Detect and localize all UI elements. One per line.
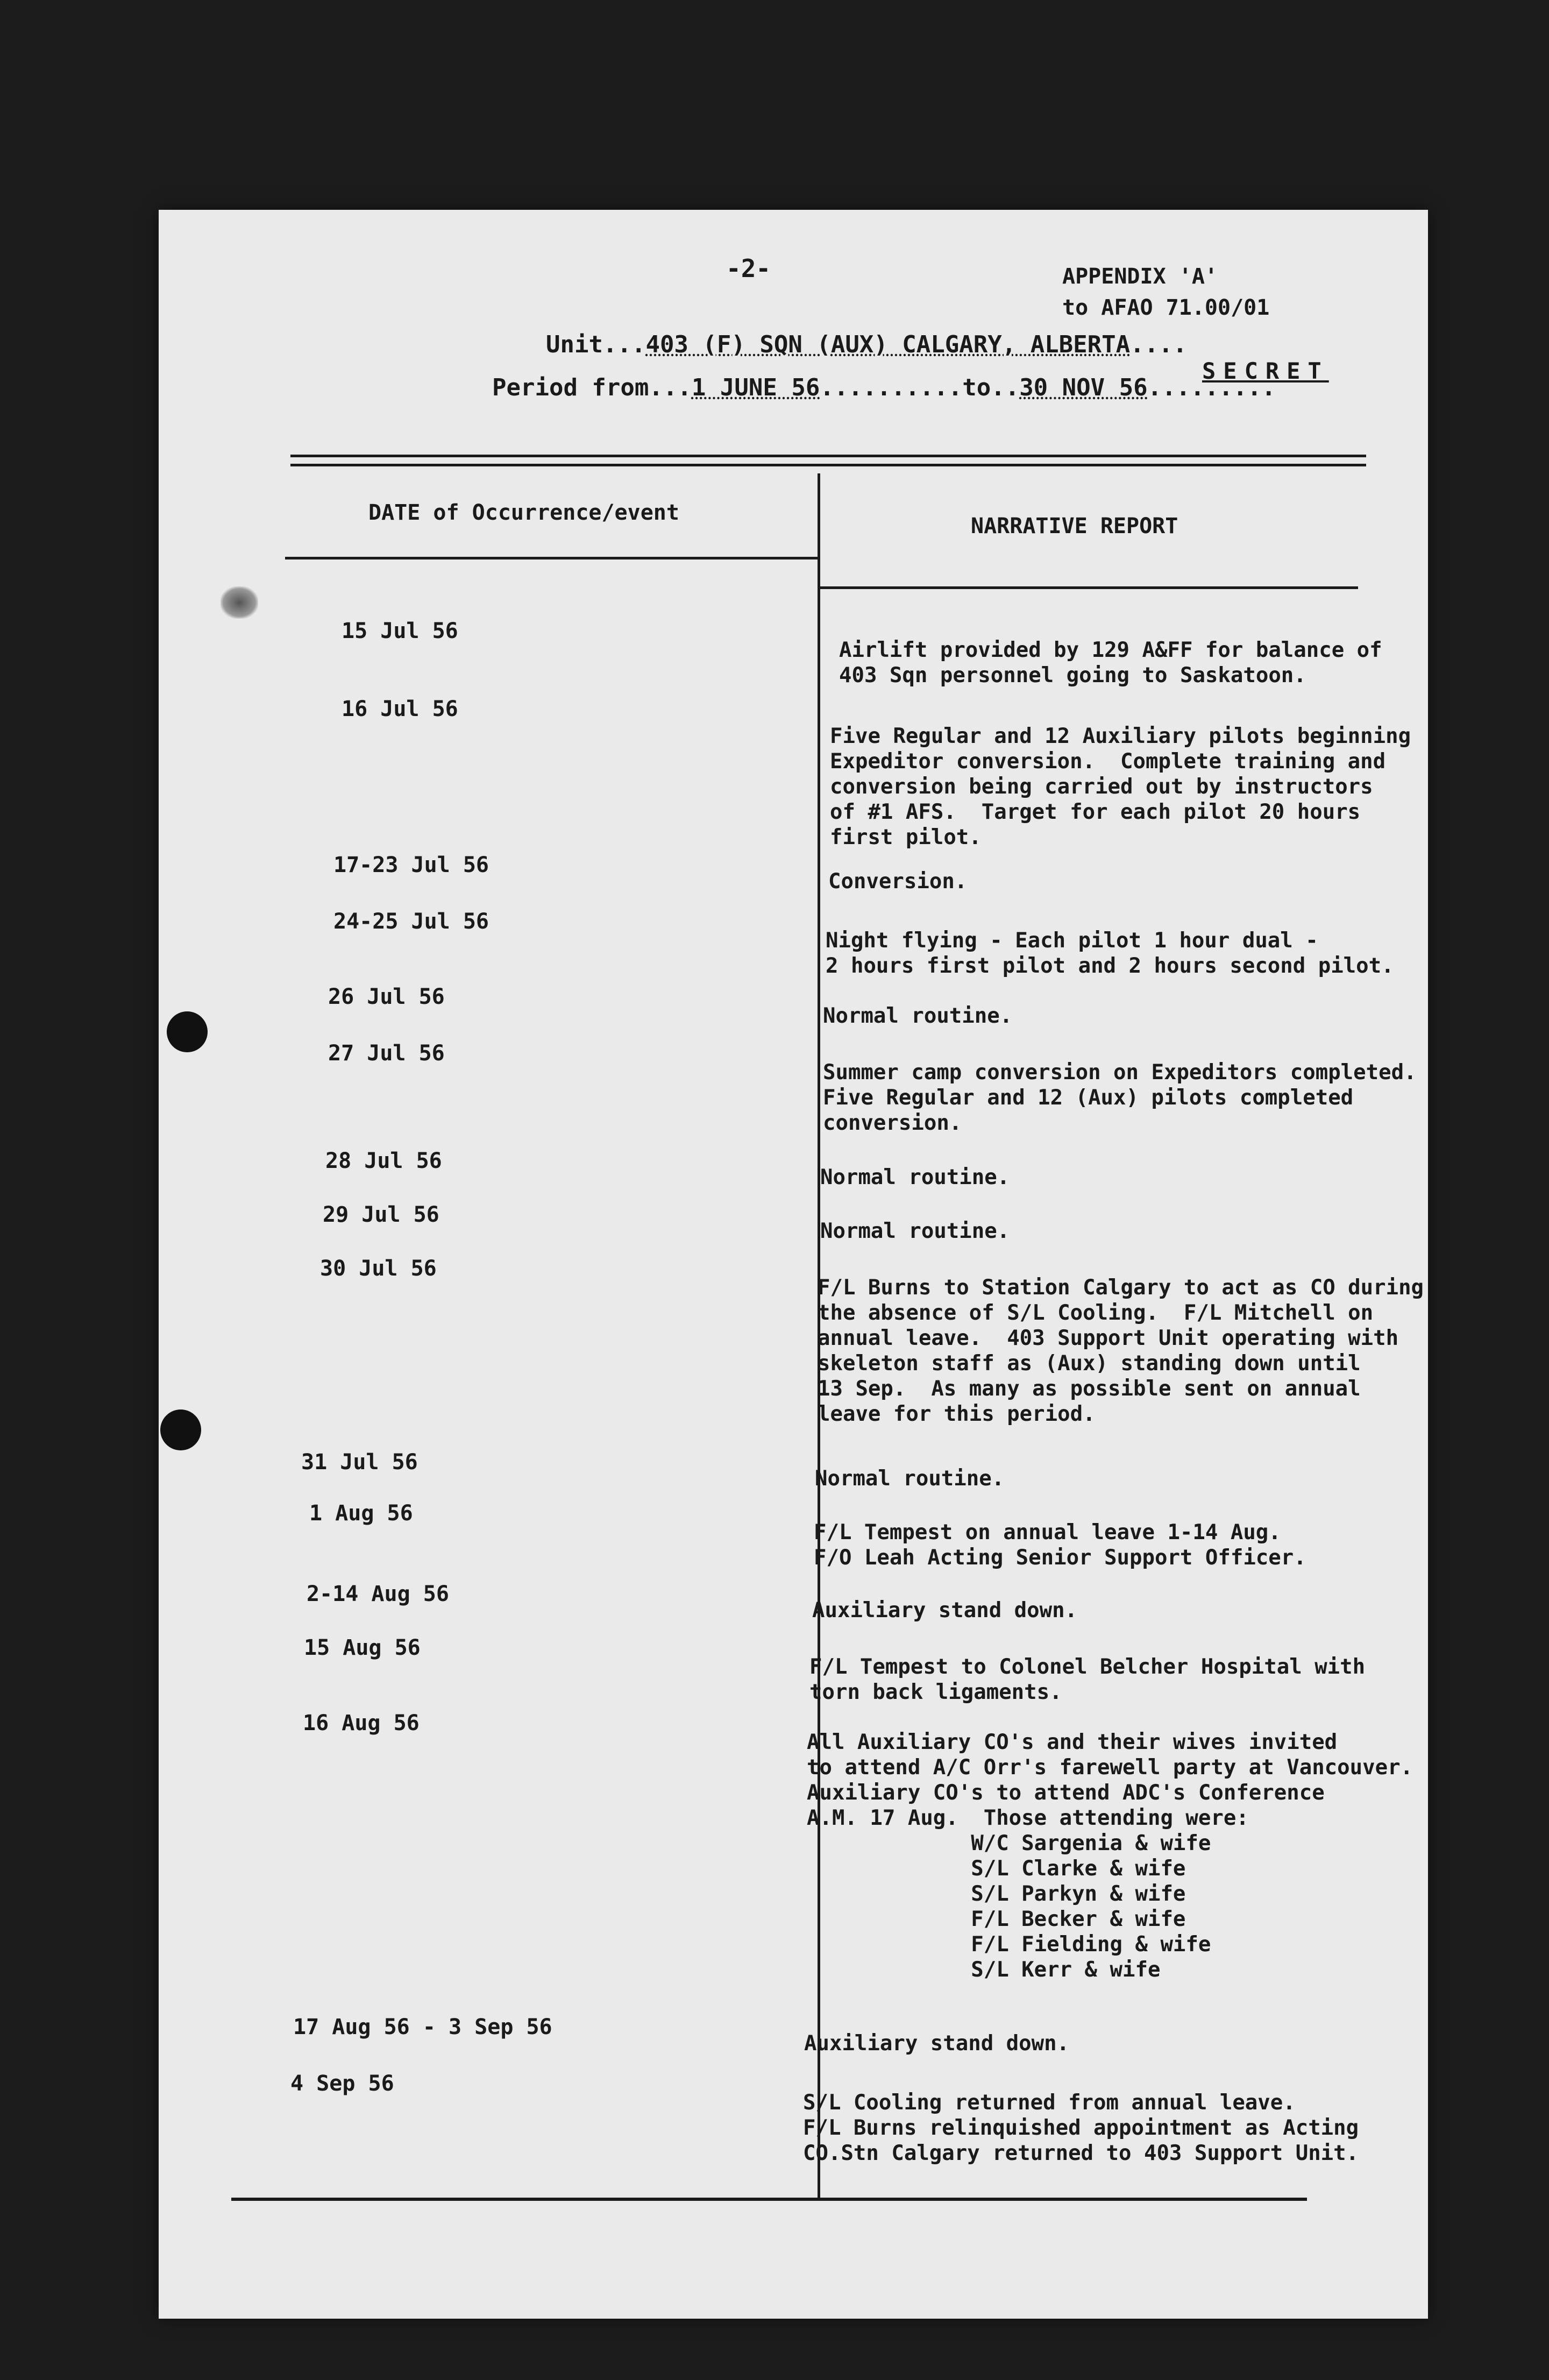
period-to-label: to (962, 374, 991, 401)
period-from-label: Period from (492, 374, 649, 401)
binder-hole-top (167, 1011, 208, 1052)
top-rule-2 (290, 464, 1366, 466)
entry-narrative: Five Regular and 12 Auxiliary pilots beginning Expeditor conversion. Complete training and conversion being carried out by instructors of #1 AFS. Target for each pilot 20 hours first pilot. (830, 724, 1411, 849)
narrative-column-header: NARRATIVE REPORT (971, 514, 1178, 539)
entry-narrative: Auxiliary stand down. (804, 2031, 1070, 2056)
entry-narrative: Conversion. (828, 869, 968, 894)
ink-smudge (221, 586, 258, 619)
entry-date: 24-25 Jul 56 (333, 909, 489, 934)
entry-narrative: F/L Tempest to Colonel Belcher Hospital with torn back ligaments. (809, 1655, 1366, 1704)
entry-narrative: S/L Cooling returned from annual leave. F/L Burns relinquished appointment as Acting CO.Stn Calgary returned to 403 Support Unit. (803, 2091, 1359, 2165)
entry-narrative: Night flying - Each pilot 1 hour dual - 2 hours first pilot and 2 hours second pilot. (826, 929, 1394, 978)
narrative-header-rule (820, 586, 1358, 589)
entry-date: 28 Jul 56 (325, 1149, 442, 1173)
period-line: Period from...1 JUNE 56..........to..30 NOV 56......... (492, 374, 1276, 401)
appendix-line-1: APPENDIX 'A' (1062, 264, 1218, 289)
entry-narrative: Normal routine. (820, 1165, 1010, 1189)
entry-date: 26 Jul 56 (328, 984, 445, 1009)
classification-stamp: SECRET (1202, 358, 1329, 384)
binder-hole-bottom (160, 1409, 201, 1450)
entry-date: 29 Jul 56 (323, 1202, 439, 1227)
entry-date: 4 Sep 56 (290, 2071, 394, 2096)
entry-narrative: Summer camp conversion on Expeditors completed. Five Regular and 12 (Aux) pilots completed conversion. (823, 1060, 1417, 1135)
entry-date: 16 Aug 56 (303, 1711, 420, 1736)
entry-date: 17-23 Jul 56 (333, 853, 489, 877)
page-number: -2- (726, 254, 771, 283)
entry-narrative: F/L Tempest on annual leave 1-14 Aug. F/O Leah Acting Senior Support Officer. (814, 1520, 1306, 1570)
entry-date: 15 Aug 56 (304, 1635, 421, 1660)
entry-narrative: Normal routine. (820, 1219, 1010, 1243)
entry-date: 30 Jul 56 (320, 1256, 437, 1281)
entry-date: 16 Jul 56 (342, 697, 458, 721)
unit-value: 403 (F) SQN (AUX) CALGARY, ALBERTA (645, 331, 1131, 358)
entry-narrative: Auxiliary stand down. (812, 1598, 1078, 1623)
bottom-rule (231, 2198, 1307, 2201)
entry-narrative: Normal routine. (823, 1004, 1013, 1028)
entry-narrative: Normal routine. (815, 1467, 1005, 1491)
period-to-value: 30 NOV 56 (1019, 374, 1148, 401)
entry-narrative: F/L Burns to Station Calgary to act as CO during the absence of S/L Cooling. F/L Mitchell on annual leave. 403 Support Unit operating with skeleton staff as (Aux) standing down until 13 Sep. As many as possible sent on annual leave for this period. (818, 1276, 1424, 1426)
date-column-header: DATE of Occurrence/event (368, 500, 679, 525)
entry-date: 15 Jul 56 (342, 619, 458, 643)
entry-date: 2-14 Aug 56 (307, 1582, 449, 1606)
entry-date: 27 Jul 56 (328, 1041, 445, 1066)
appendix-reference (1062, 261, 1269, 323)
entry-narrative: Airlift provided by 129 A&FF for balance of 403 Sqn personnel going to Saskatoon. (839, 638, 1382, 688)
entry-narrative: All Auxiliary CO's and their wives invited to attend A/C Orr's farewell party at Vancouver. Auxiliary CO's to attend ADC's Conference A.M. 17 Aug. Those attending were: W/C Sargenia & wife S/L Clarke & wife S/L Parkyn & wife F/L Becker & wife F/L Fielding & wife S/L Kerr & wife (807, 1730, 1413, 1982)
unit-line: Unit...403 (F) SQN (AUX) CALGARY, ALBERTA.... (546, 331, 1188, 358)
appendix-line-2: to AFAO 71.00/01 (1062, 295, 1270, 320)
document-page (159, 210, 1428, 2319)
entry-date: 1 Aug 56 (309, 1501, 413, 1526)
entry-date: 31 Jul 56 (301, 1450, 418, 1475)
period-from-value: 1 JUNE 56 (691, 374, 820, 401)
date-header-rule (285, 557, 820, 559)
entry-date: 17 Aug 56 - 3 Sep 56 (293, 2015, 552, 2039)
top-rule-1 (290, 455, 1366, 457)
unit-label: Unit (546, 331, 603, 358)
